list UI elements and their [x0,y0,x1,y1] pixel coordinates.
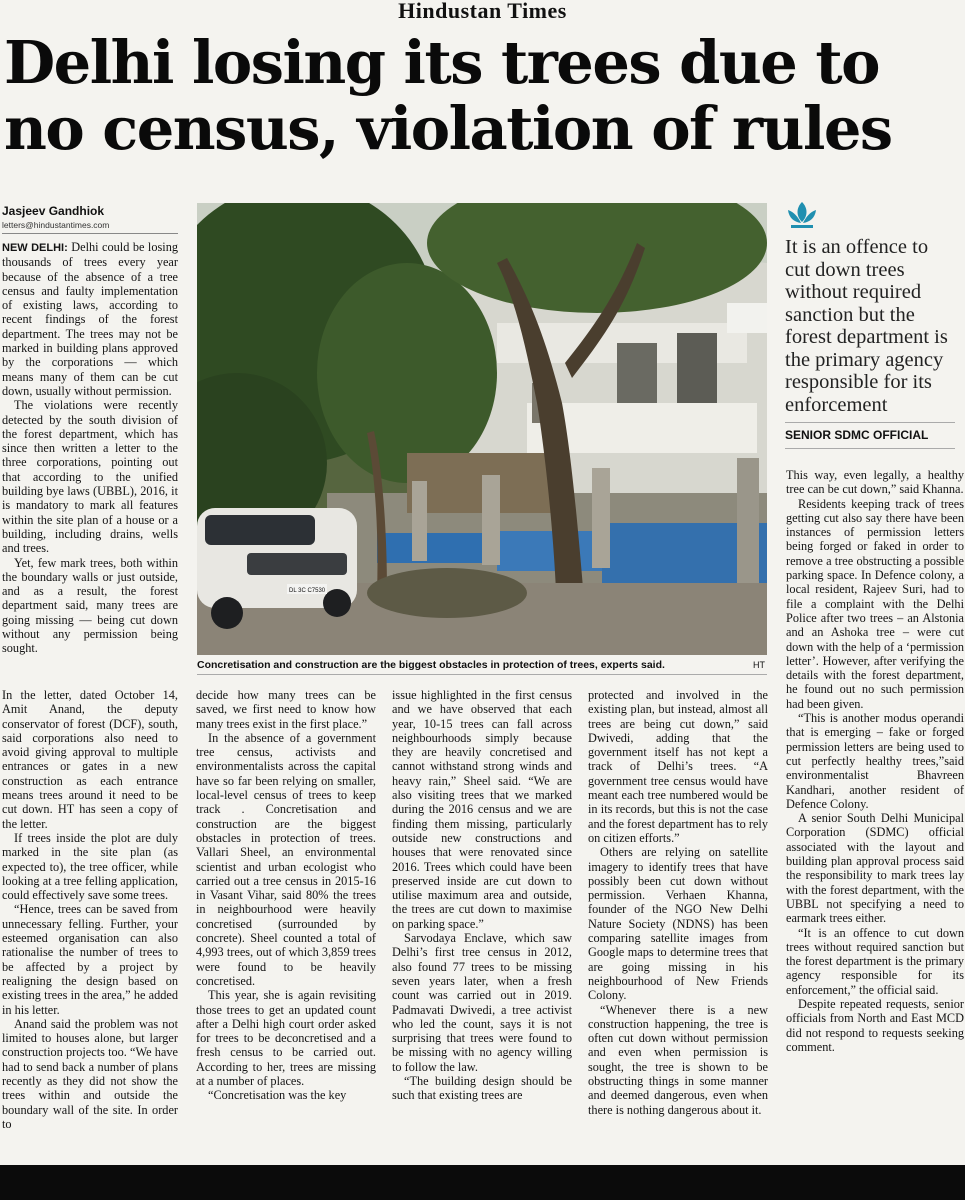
column-1-top [2,240,178,656]
article-photo [197,203,767,655]
paragraph: “This is another modus operandi that is emerging – fake or forged permission letters are being used to cut perfectly healthy trees,”said environmentalist Bhavreen Kandhari, another resident of Defence Colony. [786,711,964,811]
paragraph: Yet, few mark trees, both within the boundary walls or just outside, and as a result, the forest department said, many trees are going missing — being cut down without any permission being sought. [2,555,178,656]
column-1-bottom [2,688,178,1131]
photo-caption [197,658,767,675]
dateline: NEW DELHI: [2,242,68,254]
caption-text: Concretisation and construction are the biggest obstacles in protection of trees, experts said. [197,659,665,671]
column-3 [392,688,572,1103]
paragraph: protected and involved in the existing plan, but instead, almost all trees are being cut down,” said Dwivedi, adding that the government itself has not kept a track of Delhi’s trees. “A government tree census would have meant each tree numbered would be in its records, but this is not the case and the forest department has to rely on citizen efforts.” [588,688,768,845]
paragraph: decide how many trees can be saved, we first need to know how many trees exist in the first place.” [196,688,376,731]
photo-credit: HT [753,660,765,670]
paragraph: Despite repeated requests, senior officials from North and East MCD did not respond to requests seeking comment. [786,996,964,1054]
bottom-border [0,1165,965,1200]
license-plate: DL 3C C7530 [289,588,326,594]
paragraph: In the letter, dated October 14, Amit Anand, the deputy conservator of forest (DCF), south, said corporations also need to avoid giving approval to multiple entrances or gates in a new construction as each entrance means trees around it need to be cut down. HT has seen a copy of the letter. [2,688,178,831]
paragraph: Residents keeping track of trees getting cut also say there have been instances of permission letters being forged or faked in order to remove a tree obstructing a possible parking space. In Defence colony, a local resident, Rajeev Suri, had to file a complaint with the Delhi Police after two trees – an Alstonia and an Ashoka tree – were cut down with the help of a ‘permission letter’. However, after verifying the details with the forest department, he found out no such permission had been given. [786,496,964,711]
pull-quote-attribution: SENIOR SDMC OFFICIAL [785,422,955,449]
author-email: letters@hindustantimes.com [2,220,110,230]
pull-quote [785,200,955,449]
paragraph: This year, she is again revisiting those trees to get an updated count after a Delhi high court order asked for trees to be deconcretised and a fresh census to be carried out. According to her, trees are missing at a number of places. [196,988,376,1089]
paragraph: Anand said the problem was not limited to houses alone, but larger construction projects too. “We have had to send back a number of plans recently as they did not show the trees within and outside the boundary wall of the site. In order to [2,1016,178,1131]
paragraph: This way, even legally, a healthy tree can be cut down,” said Khanna. [786,468,964,497]
paragraph: A senior South Delhi Municipal Corporation (SDMC) official associated with the layout and building plan approval process said the responsibility to mark trees lay with the forest department, with the UBBL not specifying a need to earmark trees either. [786,811,964,926]
column-2 [196,688,376,1103]
paragraph: Others are relying on satellite imagery to identify trees that have possibly been cut down without permission. Verhaen Khanna, founder of the NGO New Delhi Nature Society (NDNS) has been comparing satellite images from Google maps to determine trees that are going missing in his neighbourhood of New Friends Colony. [588,845,768,1003]
paragraph: issue highlighted in the first census and we have observed that each year, 10-15 trees can fall across neighbourhoods simply because they are heavily concretised and cannot withstand strong winds and heavy rain,” Sheel said. “We are also visiting trees that we marked during the 2016 census and we are finding them missing, particularly outside new constructions and houses that were renovated since 2016. Trees which could have been preserved inside are cut down to utilise maximum area and outside, the trees are cut down to maximise on parking space.” [392,688,572,931]
paragraph: “Hence, trees can be saved from unnecessary felling. Further, your esteemed organisation can also rationalise the number of trees to be affected by a project by realigning the design based on existing trees in the area,” he added in his letter. [2,902,178,1017]
paragraph: Sarvodaya Enclave, which saw Delhi’s first tree census in 2012, also found 77 trees to be missing seven years later, when a fresh count was carried out in 2019. Padmavati Dwivedi, a tree activist who led the count, says it is not surprising that trees were found to be missing with no agency willing to follow the law. [392,931,572,1074]
paragraph: The violations were recently detected by the south division of the forest department, which has since then written a letter to the three corporations, pointing out that according to the unified building bye laws (UBBL), 2016, it is mandatory to mark all features within the site plan of a house or a building, including drains, wells and trees. [2,398,178,556]
paragraph: “Concretisation was the key [208,1088,347,1103]
column-5 [786,468,964,1054]
masthead-logo: Hindustan Times [398,0,567,23]
photo-illustration [197,203,767,655]
paragraph: “Whenever there is a new construction happening, the tree is often cut down without permission and even when permission is sought, the tree is shown to be obstructing things in some manner and deemed dangerous, even when there is nothing dangerous about it. [588,1002,768,1117]
paragraph-text: Delhi could be losing thousands of trees every year because of the absence of a tree census and faulty implementation of existing laws, according to recent findings of the forest department. The trees may not be marked in building plans approved by the corporations — which means many of them can be cut down, usually without permission. [2,240,178,398]
byline [2,204,178,234]
paragraph: “The building design should be such that existing trees are [392,1074,572,1103]
column-4 [588,688,768,1117]
paragraph: In the absence of a government tree census, activists and environmentalists across the capital have so far been relying on smaller, local-level census of trees to keep track . Concretisation and construction are the biggest obstacles in protection of trees. Vallari Sheel, an environmental scientist and urban ecologist who carried out a tree census in 2015-16 in Vasant Vihar, said 80% the trees in neighbourhood were heavily concretised (surrounded by concrete). Sheel counted a total of 4,993 trees, out of which 3,859 trees were found to be heavily concretised. [196,730,376,988]
lotus-icon [785,200,819,230]
paragraph: “It is an offence to cut down trees without required sanction but the forest department is the primary agency responsible for its enforcement,” the official said. [786,925,964,997]
lead-paragraph [2,240,178,398]
author-name: Jasjeev Gandhiok [2,204,105,218]
paragraph: If trees inside the plot are duly marked in the site plan (as expected to), the tree officer, while looking at a tree felling application, could effectively save some trees. [2,830,178,903]
headline: Delhi losing its trees due to no census, violation of rules [4,28,892,163]
pull-quote-text: It is an offence to cut down trees without required sanction but the forest department is the primary agency responsible for its enforcement [785,236,948,416]
